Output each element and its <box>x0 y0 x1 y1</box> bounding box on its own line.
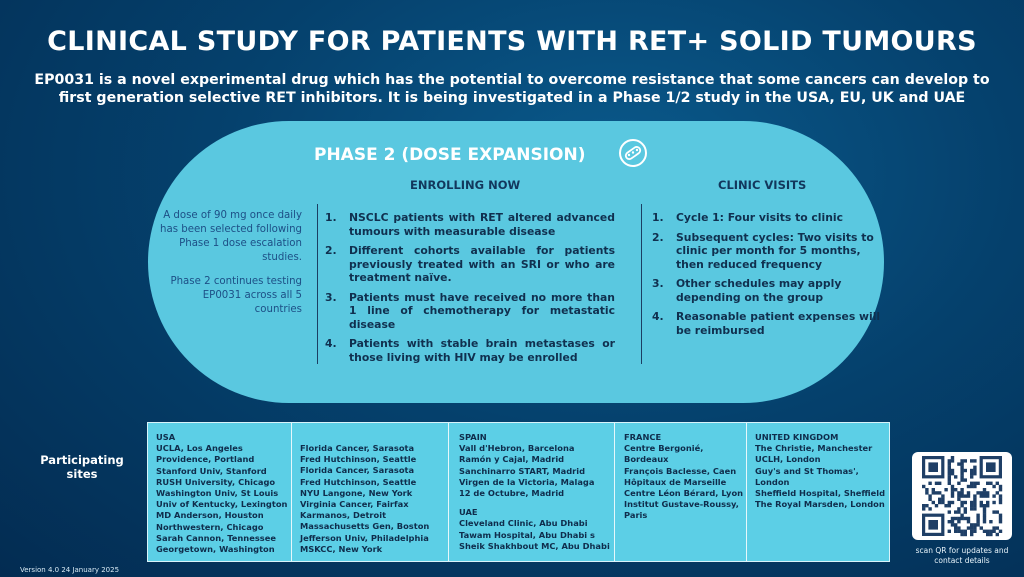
item-number: 1. <box>325 211 337 224</box>
site-entry: Virginia Cancer, Fairfax <box>300 499 409 510</box>
item-text: Subsequent cycles: Two visits to clinic per month for 5 months, then reduced frequency <box>676 230 874 271</box>
site-entry: Georgetown, Washington <box>156 544 275 555</box>
divider-left <box>317 204 318 364</box>
visits-item <box>652 211 884 225</box>
site-entry: MSKCC, New York <box>300 543 383 554</box>
item-text: Other schedules may apply depending on the group <box>676 277 842 304</box>
site-entry: Centre Bergonié, <box>624 443 704 454</box>
site-entry: Florida Cancer, Sarasota <box>300 443 415 453</box>
site-entry: Centre Léon Bérard, Lyon <box>624 488 744 499</box>
site-entry: Karmanos, Detroit <box>300 510 387 521</box>
enrolling-heading: ENROLLING NOW <box>410 178 521 192</box>
phase-title: PHASE 2 (DOSE EXPANSION) <box>314 145 586 165</box>
site-entry: Massachusetts Gen, Boston <box>300 521 430 532</box>
enrolling-item <box>325 337 615 364</box>
sites-column-spain-uae <box>459 432 610 552</box>
item-number: 3. <box>325 290 337 304</box>
page-subtitle <box>20 71 1004 107</box>
item-text: Different cohorts available for patients previously treated with an SRI or who are treatment naïve. <box>349 244 615 284</box>
site-entry: UAE <box>459 507 478 518</box>
site-gap <box>459 499 610 507</box>
enrolling-item <box>325 211 615 238</box>
sites-column-france <box>624 432 743 522</box>
site-entry: Sheik Shakhbout MC, Abu Dhabi <box>459 540 610 551</box>
column-separator <box>448 423 449 561</box>
site-entry: NYU Langone, New York <box>300 487 413 498</box>
version-label: Version 4.0 24 January 2025 <box>20 566 120 574</box>
sites-column-uk <box>755 432 885 510</box>
site-entry: Sheffield Hospital, Sheffield <box>755 488 886 499</box>
subtitle-line-2: first generation selective RET inhibitors. It is being investigated in a Phase 1/2 study in the USA, EU, UK and UAE <box>58 90 966 106</box>
item-text: Patients must have received no more than 1 line of chemotherapy for metastatic disease <box>349 290 615 331</box>
item-number: 4. <box>652 310 664 323</box>
site-entry: Bordeaux <box>624 454 669 465</box>
site-entry: Hôpitaux de Marseille <box>624 476 727 487</box>
visits-item <box>652 310 884 337</box>
enrolling-list <box>325 211 615 370</box>
site-entry: Vall d'Hebron, Barcelona <box>459 443 575 454</box>
site-entry: Providence, Portland <box>156 454 255 465</box>
site-entry: The Royal Marsden, London <box>755 499 885 510</box>
qr-caption: scan QR for updates and contact details <box>915 546 1009 565</box>
site-entry: Institut Gustave-Roussy, <box>624 499 739 510</box>
site-entry: Guy's and St Thomas', <box>755 465 859 476</box>
site-entry: Sarah Cannon, Tennessee <box>156 532 276 543</box>
sites-box <box>147 422 890 562</box>
site-entry: Fred Hutchinson, Seattle <box>300 454 417 465</box>
visits-heading: CLINIC VISITS <box>718 178 807 192</box>
item-number: 3. <box>652 277 664 290</box>
site-entry: Sanchinarro START, Madrid <box>459 465 586 476</box>
site-entry: Jefferson Univ, Philadelphia <box>300 532 429 543</box>
site-entry: Stanford Univ, Stanford <box>156 465 267 476</box>
visits-item <box>652 277 884 304</box>
qr-code[interactable] <box>912 452 1012 540</box>
sites-column-usa-2 <box>300 443 429 555</box>
side-note-countries: Phase 2 continues testing EP0031 across all 5 countries <box>170 276 302 315</box>
site-entry: Virgen de la Victoria, Malaga <box>459 476 595 487</box>
enrolling-item <box>325 291 615 332</box>
site-entry: Fred Hutchinson, Seattle <box>300 476 417 487</box>
item-text: Patients with stable brain metastases or those living with HIV may be enrolled <box>349 337 615 364</box>
visits-item <box>652 231 884 272</box>
item-number: 2. <box>325 244 337 257</box>
site-entry: François Baclesse, Caen <box>624 465 737 476</box>
site-entry: USA <box>156 432 176 442</box>
side-note <box>160 209 302 327</box>
site-entry: Univ of Kentucky, Lexington <box>156 499 288 510</box>
divider-right <box>641 204 642 364</box>
item-number: 2. <box>652 230 664 244</box>
enrolling-item <box>325 244 615 285</box>
site-entry: 12 de Octubre, Madrid <box>459 488 565 499</box>
page-title: CLINICAL STUDY FOR PATIENTS WITH RET+ SOLID TUMOURS <box>47 26 977 57</box>
column-separator <box>291 423 292 561</box>
pill-capsule-icon <box>618 138 648 168</box>
site-entry: RUSH University, Chicago <box>156 476 276 487</box>
qr-code-icon <box>912 452 1012 540</box>
visits-list <box>652 211 884 343</box>
item-text: NSCLC patients with RET altered advanced tumours with measurable disease <box>349 211 615 238</box>
site-entry: Northwestern, Chicago <box>156 521 264 532</box>
site-entry: Ramón y Cajal, Madrid <box>459 454 565 465</box>
site-entry: FRANCE <box>624 432 662 442</box>
item-text: Reasonable patient expenses will be reimbursed <box>676 310 881 337</box>
site-entry: The Christie, Manchester <box>755 443 873 454</box>
sites-column-usa <box>156 432 287 555</box>
site-entry: London <box>755 476 790 487</box>
site-entry: Tawam Hospital, Abu Dhabi s <box>459 529 595 540</box>
site-entry: Washington Univ, St Louis <box>156 488 279 499</box>
sites-label: Participating sites <box>40 453 124 481</box>
site-entry: UNITED KINGDOM <box>755 432 839 442</box>
site-entry: MD Anderson, Houston <box>156 510 264 521</box>
item-text: Cycle 1: Four visits to clinic <box>676 211 843 224</box>
subtitle-line-1: EP0031 is a novel experimental drug which has the potential to overcome resistance that some cancers can develop to <box>34 72 990 88</box>
side-note-dose: A dose of 90 mg once daily has been selected following Phase 1 dose escalation studies. <box>160 210 302 263</box>
site-entry: Cleveland Clinic, Abu Dhabi <box>459 518 588 529</box>
site-entry: Florida Cancer, Sarasota <box>300 465 415 476</box>
column-separator <box>614 423 615 561</box>
item-number: 1. <box>652 211 664 224</box>
site-entry: UCLH, London <box>755 454 821 465</box>
site-entry: Paris <box>624 510 648 521</box>
site-entry: SPAIN <box>459 432 487 442</box>
site-entry: UCLA, Los Angeles <box>156 443 243 454</box>
item-number: 4. <box>325 337 337 350</box>
column-separator <box>746 423 747 561</box>
